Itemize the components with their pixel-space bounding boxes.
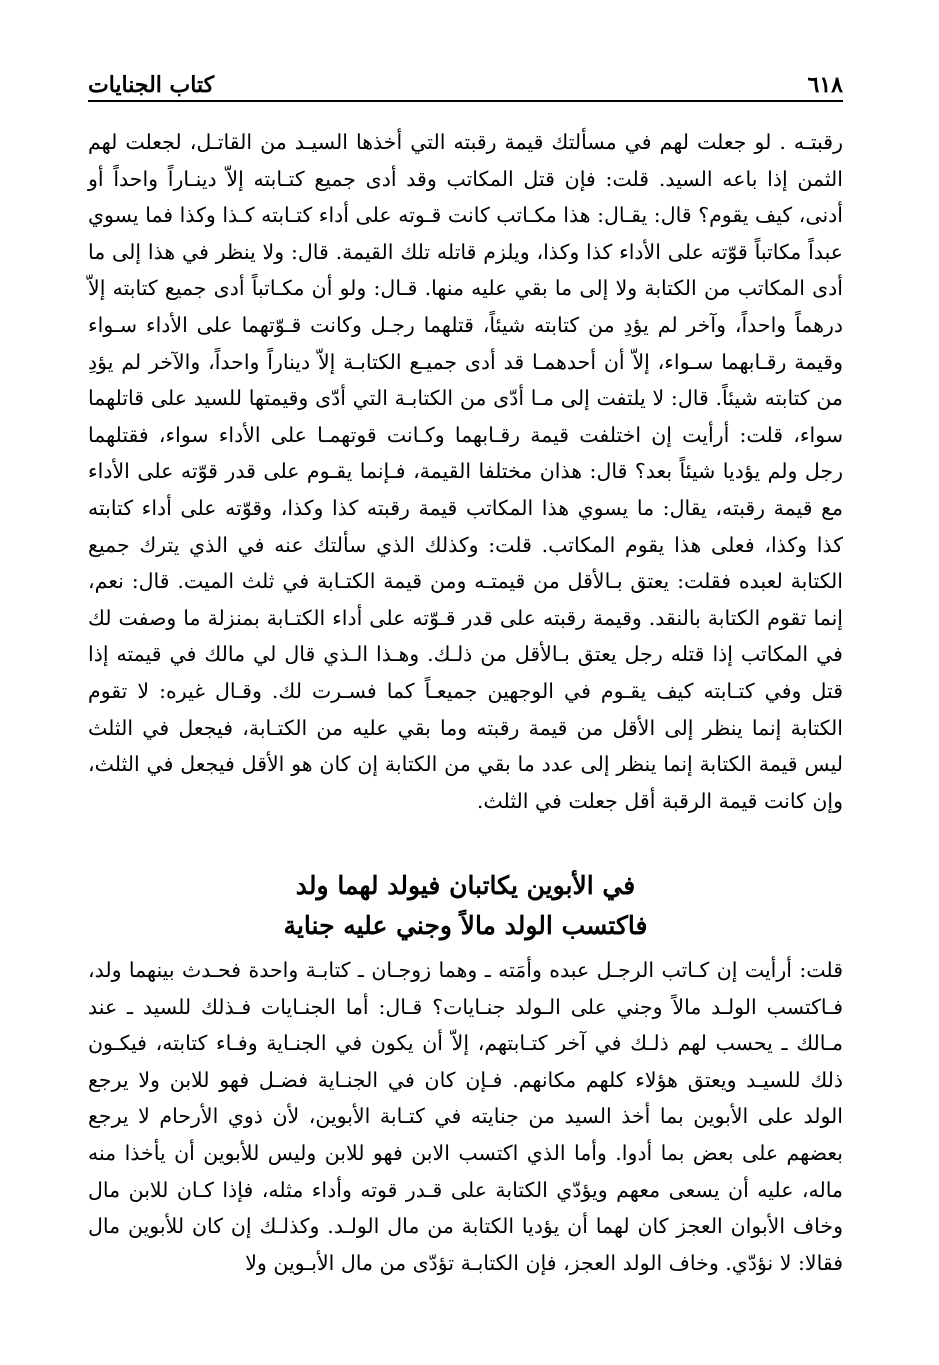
book-title: كتاب الجنايات <box>88 72 215 98</box>
body-text-section-2 <box>88 952 843 1281</box>
running-head <box>88 66 843 102</box>
paragraph: قلت: أرأيت إن كـاتب الرجـل عبده وأمَته ـ وهما زوجـان ـ كتابـة واحدة فحـدث بينهما ولد، فـاكتسب الولـد مالاً وجني على الـولد جنـايات؟ قـال: أما الجنـايات فـذلك للسيد ـ عند مـالك ـ يحسب لهم ذلـك في آخر كتـابتهم، إلاّ أن يكون في الجنـاية وفـاء كتابته، فيكـون ذلك للسيـد ويعتق هؤلاء كلهم مكانهم. فـإن كان في الجنـاية فضـل فهو للابن ولا يرجع الولد على الأبوين بما أخذ السيد من جنايته في كتـابة الأبوين، لأن ذوي الأرحام لا يرجع بعضهم على بعض بما أدوا. وأما الذي اكتسب الابن فهو للابن وليس للأبوين أن يأخذا منه ماله، عليه أن يسعى معهم ويؤدّي الكتابة على قـدر قوته وأداء مثله، فإذا كـان للابن مال وخاف الأبوان العجز كان لهما أن يؤديا الكتابة من مال الولـد. وكذلـك إن كان للأبوين مال فقالا: لا نؤدّي. وخاف الولد العجز، فإن الكتابـة تؤدّى من مال الأبـوين ولا <box>88 958 843 1275</box>
chapter-title-line-2: فاكتسب الولد مالاً وجني عليه جناية <box>283 911 648 940</box>
page-number: ٦١٨ <box>807 72 843 98</box>
chapter-title-line-1: في الأبوين يكاتبان فيولد لهما ولد <box>295 871 636 900</box>
body-text-section-1 <box>88 124 843 819</box>
paragraph: رقبتـه . لو جعلت لهم في مسألتك قيمة رقبته التي أخذها السيـد من القاتـل، لجعلت لهم الثمن إذا باعه السيد. قلت: فإن قتل المكاتب وقد أدى جميع كتـابته إلاّ دينـاراً واحداً أو أدنى، كيف يقوم؟ قال: يقـال: هذا مكـاتب كانت قـوته على أداء كتـابته كـذا وكذا فما يسوي عبداً مكاتباً قوّته على الأداء كذا وكذا، ويلزم قاتله تلك القيمة. قال: ولا ينظر في هذا إلى ما أدى المكاتب من الكتابة ولا إلى ما بقي عليه منها. قـال: ولو أن مكـاتباً أدى جميع كتابته إلاّ درهماً واحداً، وآخر لم يؤدِ من كتابته شيئاً، قتلهما رجـل وكانت قـوّتهما على الأداء سـواء وقيمة رقـابهما سـواء، إلاّ أن أحدهمـا قد أدى جميـع الكتابـة إلاّ ديناراً واحداً، والآخر لم يؤدِ من كتابته شيئاً. قال: لا يلتفت إلى مـا أدّى من الكتابـة التي أدّى وقيمتها للسيد على قاتلهما سواء، قلت: أرأيت إن اختلفت قيمة رقـابهما وكـانت قوتهمـا على الأداء سواء، فقتلهما رجل ولم يؤديا شيئاً بعد؟ قال: هذان مختلفا القيمة، فـإنما يقـوم على قدر قوّته على الأداء مع قيمة رقبته، يقال: ما يسوي هذا المكاتب قيمة رقبته كذا وكذا، وقوّته على أداء كتابته كذا وكذا، فعلى هذا يقوم المكاتب. قلت: وكذلك الذي سألتك عنه في الذي يترك جميع الكتابة لعبده فقلت: يعتق بـالأقل من قيمتـه ومن قيمة الكتـابة في ثلث الميت. قال: نعم، إنما تقوم الكتابة بالنقد. وقيمة رقبته على قدر قـوّته على أداء الكتـابة بمنزلة ما وصفت لك في المكاتب إذا قتله رجل يعتق بـالأقل من ذلـك. وهـذا الـذي قال لي مالك في قيمته إذا قتل وفي كتـابته كيف يقـوم في الوجهين جميعـاً كما فسـرت لك. وقـال غيره: لا تقوم الكتابة إنما ينظر إلى الأقل من قيمة رقبته وما بقي عليه من الكتـابة، فيجعل في الثلث ليس قيمة الكتابة إنما ينظر إلى عدد ما بقي من الكتابة إن كان هو الأقل فيجعل في الثلث، وإن كانت قيمة الرقبة أقل جعلت في الثلث. <box>88 130 843 813</box>
chapter-heading <box>88 866 843 946</box>
